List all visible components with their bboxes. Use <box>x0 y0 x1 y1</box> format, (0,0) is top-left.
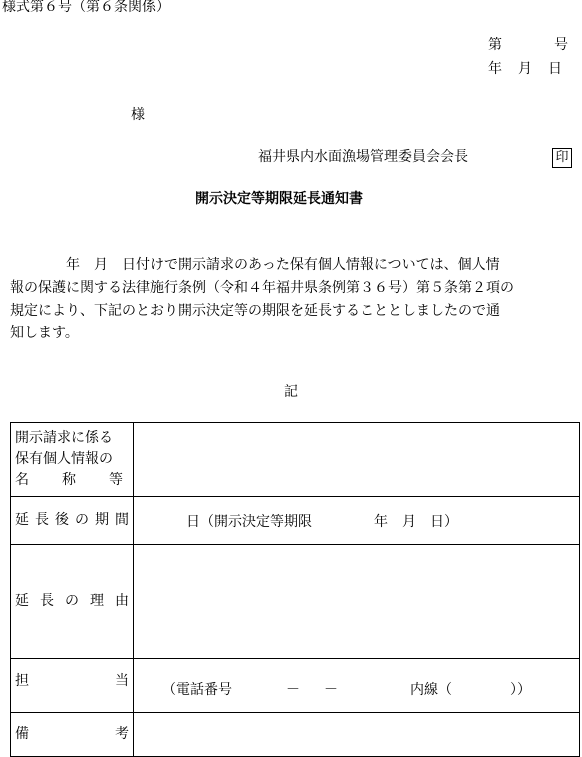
body-line-2: 報の保護に関する法律施行条例（令和４年福井県条例第３６号）第５条第２項の <box>10 280 514 296</box>
label-extension-reason-text: 延 長 の 理 由 <box>15 593 129 609</box>
seal-mark: 印 <box>552 148 572 168</box>
doc-number-prefix: 第 <box>488 37 502 53</box>
issuer-name: 福井県内水面漁場管理委員会会長 <box>258 149 468 165</box>
label-extension-reason <box>11 545 134 659</box>
label-target-info-line-1: 開示請求に係る <box>15 430 113 446</box>
label-contact <box>11 659 134 713</box>
extension-label: 内線（ <box>410 682 452 698</box>
row-contact <box>11 659 580 713</box>
row-extension-reason <box>11 545 580 659</box>
date-day: 日 <box>548 61 562 77</box>
row-extended-period <box>11 497 580 545</box>
label-remarks <box>11 713 134 757</box>
document-title: 開示決定等期限延長通知書 <box>195 191 363 207</box>
ki-heading: 記 <box>284 384 298 400</box>
doc-number-suffix: 号 <box>554 37 568 53</box>
closing-parens: ）） <box>510 682 531 698</box>
period-day-text: 日（開示決定等期限 <box>186 514 312 530</box>
label-target-info-line-3: 名 称 等 <box>15 472 123 488</box>
phone-label: （電話番号 <box>162 682 232 698</box>
body-line-3: 規定により、下記のとおり開示決定等の期限を延長することとしましたので通 <box>10 303 500 319</box>
row-target-info <box>11 423 580 497</box>
label-target-info <box>11 423 134 497</box>
date-year: 年 <box>488 61 502 77</box>
form-number: 様式第６号（第６条関係） <box>2 0 170 15</box>
phone-dash-2: － <box>324 682 338 698</box>
details-table <box>10 422 580 757</box>
value-extended-period[interactable] <box>134 497 580 545</box>
label-remarks-text: 備 考 <box>15 726 129 742</box>
date-month: 月 <box>518 61 532 77</box>
addressee-suffix: 様 <box>131 107 145 123</box>
label-extended-period-text: 延 長 後 の 期 間 <box>15 512 129 528</box>
row-remarks <box>11 713 580 757</box>
body-line-1: 年 月 日付けで開示請求のあった保有個人情報については、個人情 <box>66 257 500 273</box>
value-contact[interactable] <box>134 659 580 713</box>
body-line-4: 知します。 <box>10 325 79 341</box>
label-contact-text: 担 当 <box>15 673 129 689</box>
document-number <box>488 36 568 54</box>
value-remarks[interactable] <box>134 713 580 757</box>
document-date <box>488 60 562 78</box>
value-target-info[interactable] <box>134 423 580 497</box>
phone-dash-1: － <box>286 682 300 698</box>
period-deadline-date: 年 月 日） <box>374 514 458 530</box>
value-extension-reason[interactable] <box>134 545 580 659</box>
label-target-info-line-2: 保有個人情報の <box>15 451 113 467</box>
label-extended-period <box>11 497 134 545</box>
